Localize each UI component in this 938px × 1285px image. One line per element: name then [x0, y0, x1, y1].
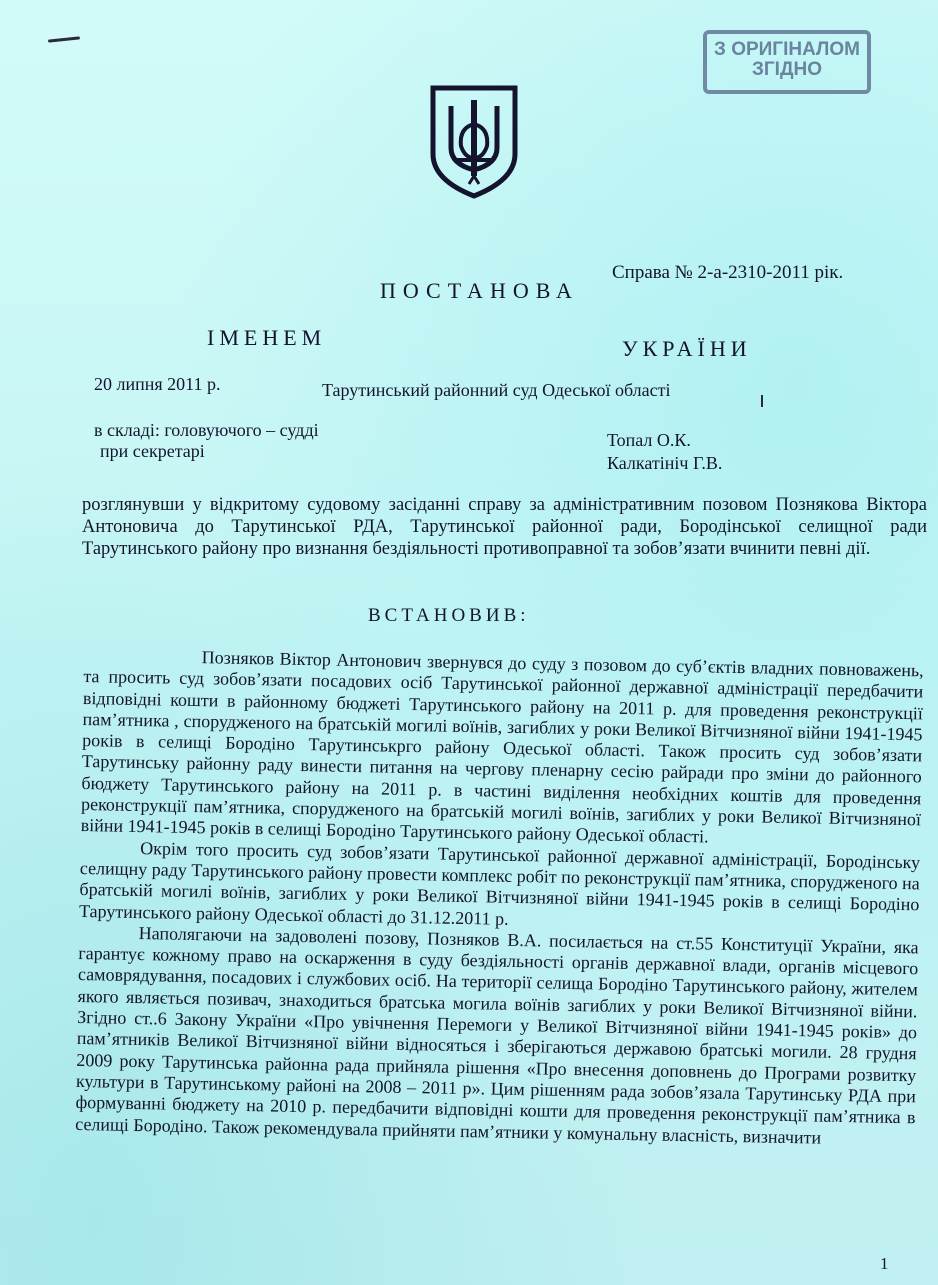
- case-number: Справа № 2-а-2310-2011 рік.: [612, 262, 844, 283]
- judge-name: Топал О.К.: [607, 430, 691, 450]
- coat-of-arms-icon: [429, 84, 519, 200]
- paragraph-3: Наполягаючи на задоволені позову, Позняков В.А. посилається на ст.55 Конституції України, яка гарантує кожному право на оскарження в суду бездіяльності органів державної влади, органів місцевого самоврядування, посадових і службових осіб. На території селища Бородіно Тарутинського району, жителем якого являється позивач, знаходиться братська могила воїнів загиблих у роки Великої Вітчизняної війни. Згідно ст..6 Закону України «Про увічнення Перемоги у Великої Вітчизняної війни 1941-1945 років» до пам’ятників Великої Вітчизняної війни відносяться і зберігаються державою братські могили. 28 грудня 2009 року Тарутинська районна рада прийняла рішення «Про внесення доповнень до Програми розвитку культури в Тарутинському районі на 2008 – 2011 р». Цим рішенням рада зобов’язала Тарутинську РДА при формуванні бюджету на 2010 р. передбачити відповідні кошти для проведення реконструкції пам’ятника в селищі Бородіно. Також рекомендувала прийняти пам’ятники у комунальну власність, визначити: [75, 922, 919, 1148]
- intro-paragraph: розглянувши у відкритому судовому засіданні справу за адміністративним позовом Познякова Віктора Антоновича до Тарутинської РДА, Тарутинської районної ради, Бородінської селищної ради Тарутинського району про визнання бездіяльності противоправної та зобов’язати вчинити певні дії.: [82, 495, 927, 559]
- stamp-line-2: ЗГІДНО: [752, 59, 822, 80]
- court-name: Тарутинський районний суд Одеської області: [322, 380, 671, 400]
- secretary-label: при секретарі: [100, 441, 205, 461]
- pen-mark: [48, 36, 80, 42]
- paragraph-2: Окрім того просить суд зобов’язати Тарутинської районної державної адміністрації, Бородінську селищну раду Тарутинського району провести комплекс робіт по реконструкції пам’ятника, спорудженого на братській могилі воїнів, загиблих у роки Великої Вітчизняної війни 1941-1945 років в селищі Бородіно Тарутинського району Одеської області до 31.12.2011 р.: [78, 837, 921, 929]
- stamp-line-1: З ОРИГІНАЛОМ: [714, 39, 860, 60]
- in-the-name-label: ІМЕНЕМ: [207, 325, 327, 350]
- pen-tick: [761, 395, 763, 407]
- paragraph-1: Позняков Віктор Антонович звернувся до суду з позовом до суб’єктів владних повноважень, та просить суд зобов’язати посадових осіб Тарутинської районної державної адміністрації передбачити відповідні кошти в районному бюджеті Тарутинського району на 2011 р. для проведення реконструкції пам’ятника , спорудженого на братській могилі воїнів, загиблих у роки Великої Вітчизняної війни 1941-1945 років в селищі Бородіно Тарутинськрго району Одеської області. Також просить суд зобов’язати Тарутинську районну раду винести питання на чергову пленарну сесію райради про зміни до районного бюджету Тарутинського району на 2011 р. в частині виділення необхідних коштів для проведення реконструкції пам’ятника, спорудженого на братській могилі воїнів, загиблих у роки Великої Вітчизняної війни 1941-1945 років в селищі Бородіно Тарутинського району Одеської області.: [80, 647, 924, 847]
- original-stamp: [703, 30, 871, 94]
- secretary-name: Калкатініч Г.В.: [607, 453, 723, 473]
- decision-date: 20 липня 2011 р.: [94, 374, 221, 394]
- page-number: 1: [880, 1254, 889, 1273]
- document-title: ПОСТАНОВА: [380, 278, 579, 303]
- body-text: [75, 645, 924, 1150]
- composition-label: в складі: головуючого – судді: [94, 420, 319, 440]
- ukraine-label: УКРАЇНИ: [622, 336, 752, 361]
- established-heading: ВСТАНОВИВ:: [368, 605, 530, 626]
